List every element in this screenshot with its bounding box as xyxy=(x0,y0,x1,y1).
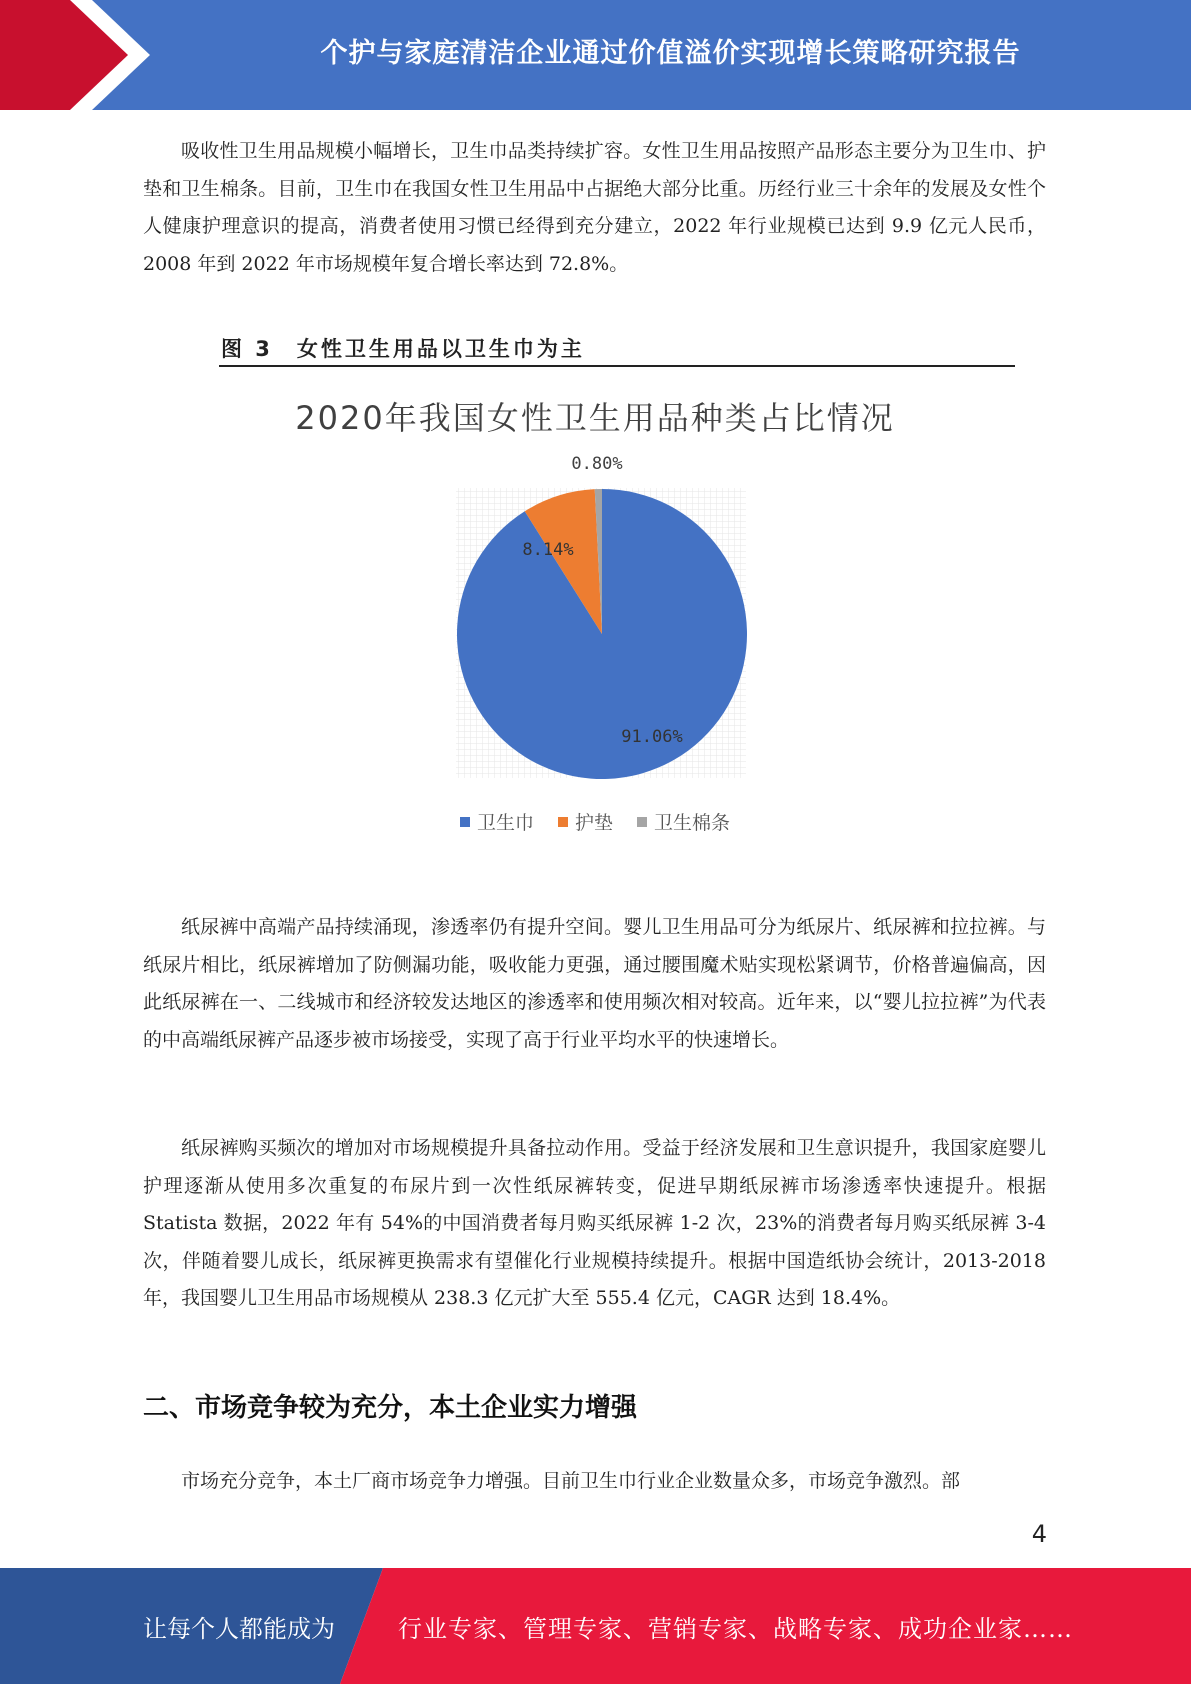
report-title: 个护与家庭清洁企业通过价值溢价实现增长策略研究报告 xyxy=(320,37,1021,69)
legend-item xyxy=(637,808,730,835)
footer-slogan-left: 让每个人都能成为 xyxy=(143,1614,335,1643)
body-paragraph: 吸收性卫生用品规模小幅增长，卫生巾品类持续扩容。女性卫生用品按照产品形态主要分为卫生巾、护垫和卫生棉条。目前，卫生巾在我国女性卫生用品中占据绝大部分比重。历经行业三十余年的发展及女性个人健康护理意识的提高，消费者使用习惯已经得到充分建立，2022 年行业规模已达到 9.9 亿元人民币，2008 年到 2022 年市场规模年复合增长率达到 72.8%。 xyxy=(143,140,1046,275)
legend-swatch xyxy=(558,817,568,827)
legend-swatch xyxy=(637,817,647,827)
data-label: 0.80% xyxy=(571,455,623,474)
body-paragraph: 纸尿裤购买频次的增加对市场规模提升具备拉动作用。受益于经济发展和卫生意识提升，我国家庭婴儿护理逐渐从使用多次重复的布尿片到一次性纸尿裤转变，促进早期纸尿裤市场渗透率快速提升。根据 Statista 数据，2022 年有 54%的中国消费者每月购买纸尿裤 1-2 次，23%的消费者每月购买纸尿裤 3-4 次，伴随着婴儿成长，纸尿裤更换需求有望催化行业规模持续提升。根据中国造纸协会统计，2013-2018 年，我国婴儿卫生用品市场规模从 238.3 亿元扩大至 555.4 亿元，CAGR 达到 18.4%。 xyxy=(143,1137,1046,1309)
body-paragraph: 市场充分竞争，本土厂商市场竞争力增强。目前卫生巾行业企业数量众多，市场竞争激烈。部 xyxy=(181,1470,961,1492)
chart-legend xyxy=(180,808,1010,835)
legend-label: 护垫 xyxy=(574,812,613,834)
report-footer xyxy=(0,1568,1191,1684)
section-heading: 二、市场竞争较为充分，本土企业实力增强 xyxy=(143,1393,638,1423)
legend-item xyxy=(460,808,534,835)
figure-caption: 图 3 女性卫生用品以卫生巾为主 xyxy=(221,337,585,361)
figure-caption-rule xyxy=(219,365,1015,367)
legend-label: 卫生巾 xyxy=(476,812,534,834)
chart-title: 2020年我国女性卫生用品种类占比情况 xyxy=(295,399,895,437)
data-label: 8.14% xyxy=(522,540,574,560)
legend-item xyxy=(558,808,613,835)
legend-label: 卫生棉条 xyxy=(654,812,731,834)
pie-chart xyxy=(440,455,760,785)
header-arrow-decoration xyxy=(0,0,160,110)
legend-swatch xyxy=(460,817,470,827)
page-number: 4 xyxy=(1031,1520,1047,1548)
report-header xyxy=(0,0,1191,110)
data-label: 91.06% xyxy=(621,727,683,747)
footer-slogan-right: 行业专家、管理专家、营销专家、战略专家、成功企业家…… xyxy=(398,1614,1073,1643)
body-paragraph: 纸尿裤中高端产品持续涌现，渗透率仍有提升空间。婴儿卫生用品可分为纸尿片、纸尿裤和拉拉裤。与纸尿片相比，纸尿裤增加了防侧漏功能，吸收能力更强，通过腰围魔术贴实现松紧调节，价格普遍偏高，因此纸尿裤在一、二线城市和经济较发达地区的渗透率和使用频次相对较高。近年来，以“婴儿拉拉裤”为代表的中高端纸尿裤产品逐步被市场接受，实现了高于行业平均水平的快速增长。 xyxy=(143,916,1046,1051)
